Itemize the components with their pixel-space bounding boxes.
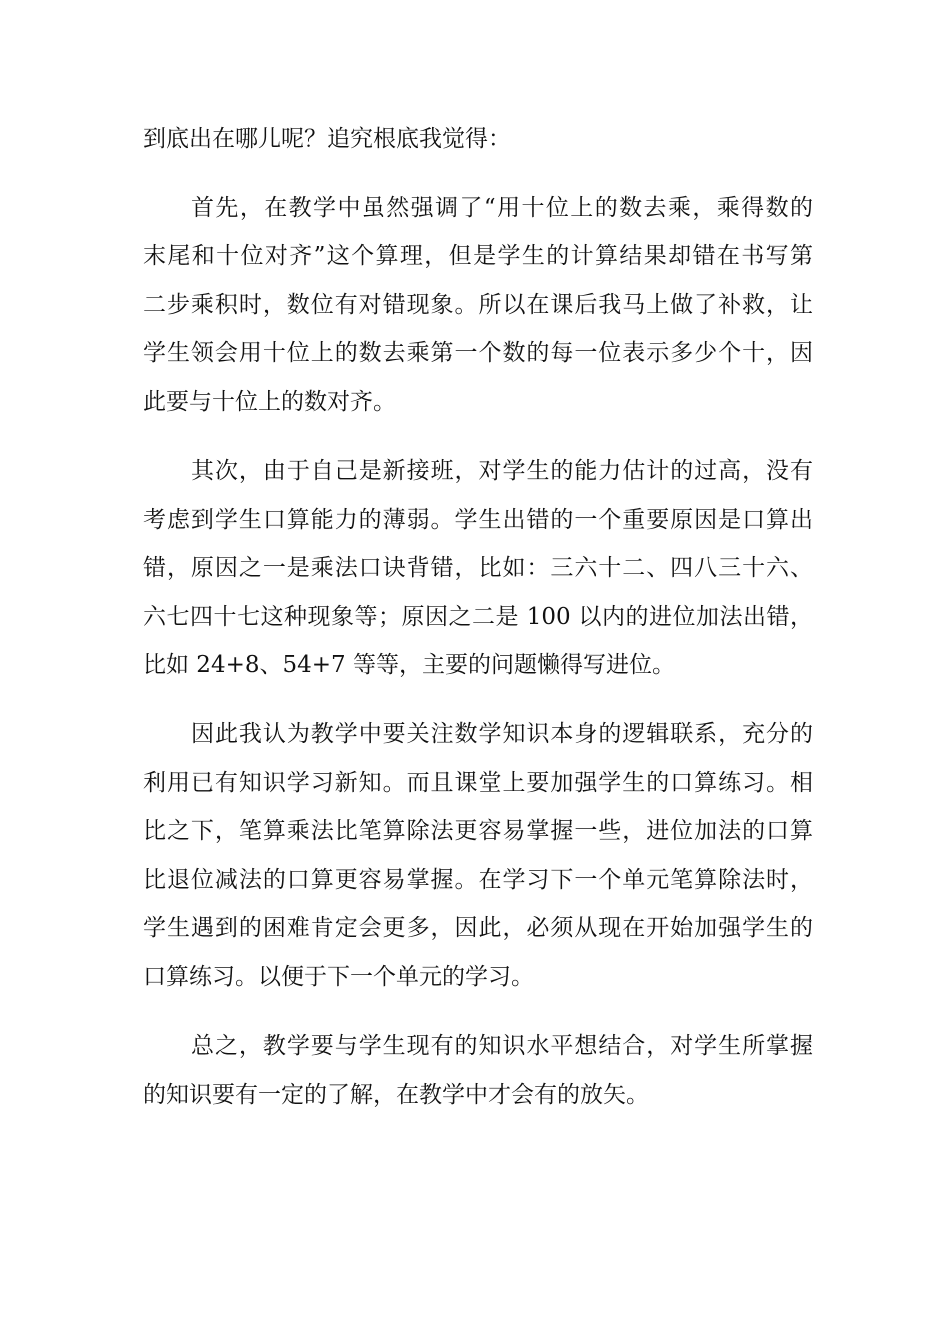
paragraph-line: 首先，在教学中虽然强调了“用十位上的数去乘，乘得数的 — [191, 195, 813, 221]
paragraph-line: 口算练习。以便于下一个单元的学习。 — [143, 964, 534, 990]
paragraph-line: 考虑到学生口算能力的薄弱。学生出错的一个重要原因是口算出 — [143, 507, 813, 533]
paragraph-line: 错，原因之一是乘法口诀背错，比如：三六十二、四八三十六、 — [143, 555, 813, 581]
paragraph-line: 二步乘积时，数位有对错现象。所以在课后我马上做了补救，让 — [143, 292, 813, 318]
paragraph-line: 末尾和十位对齐”这个算理，但是学生的计算结果却错在书写第 — [143, 243, 813, 269]
paragraph-line: 学生遇到的困难肯定会更多，因此，必须从现在开始加强学生的 — [143, 915, 813, 941]
paragraph-line: 总之，教学要与学生现有的知识水平想结合，对学生所掌握 — [191, 1033, 813, 1059]
paragraph-line: 其次，由于自己是新接班，对学生的能力估计的过高，没有 — [191, 458, 813, 484]
paragraph-line: 的知识要有一定的了解，在教学中才会有的放矢。 — [143, 1082, 649, 1108]
paragraph-line: 因此我认为教学中要关注数学知识本身的逻辑联系，充分的 — [191, 721, 813, 747]
paragraph-line: 利用已有知识学习新知。而且课堂上要加强学生的口算练习。相 — [143, 770, 813, 796]
paragraph-line: 比如 24+8、54+7 等等，主要的问题懒得写进位。 — [143, 652, 675, 678]
paragraph-line: 此要与十位上的数对齐。 — [143, 389, 396, 415]
paragraph-line: 比退位减法的口算更容易掌握。在学习下一个单元笔算除法时， — [143, 867, 813, 893]
paragraph-line: 比之下，笔算乘法比笔算除法更容易掌握一些，进位加法的口算 — [143, 818, 813, 844]
paragraph-line: 到底出在哪儿呢？追究根底我觉得： — [143, 126, 511, 152]
paragraph-line: 六七四十七这种现象等；原因之二是 100 以内的进位加法出错， — [143, 604, 813, 630]
paragraph-line: 学生领会用十位上的数去乘第一个数的每一位表示多少个十，因 — [143, 340, 813, 366]
